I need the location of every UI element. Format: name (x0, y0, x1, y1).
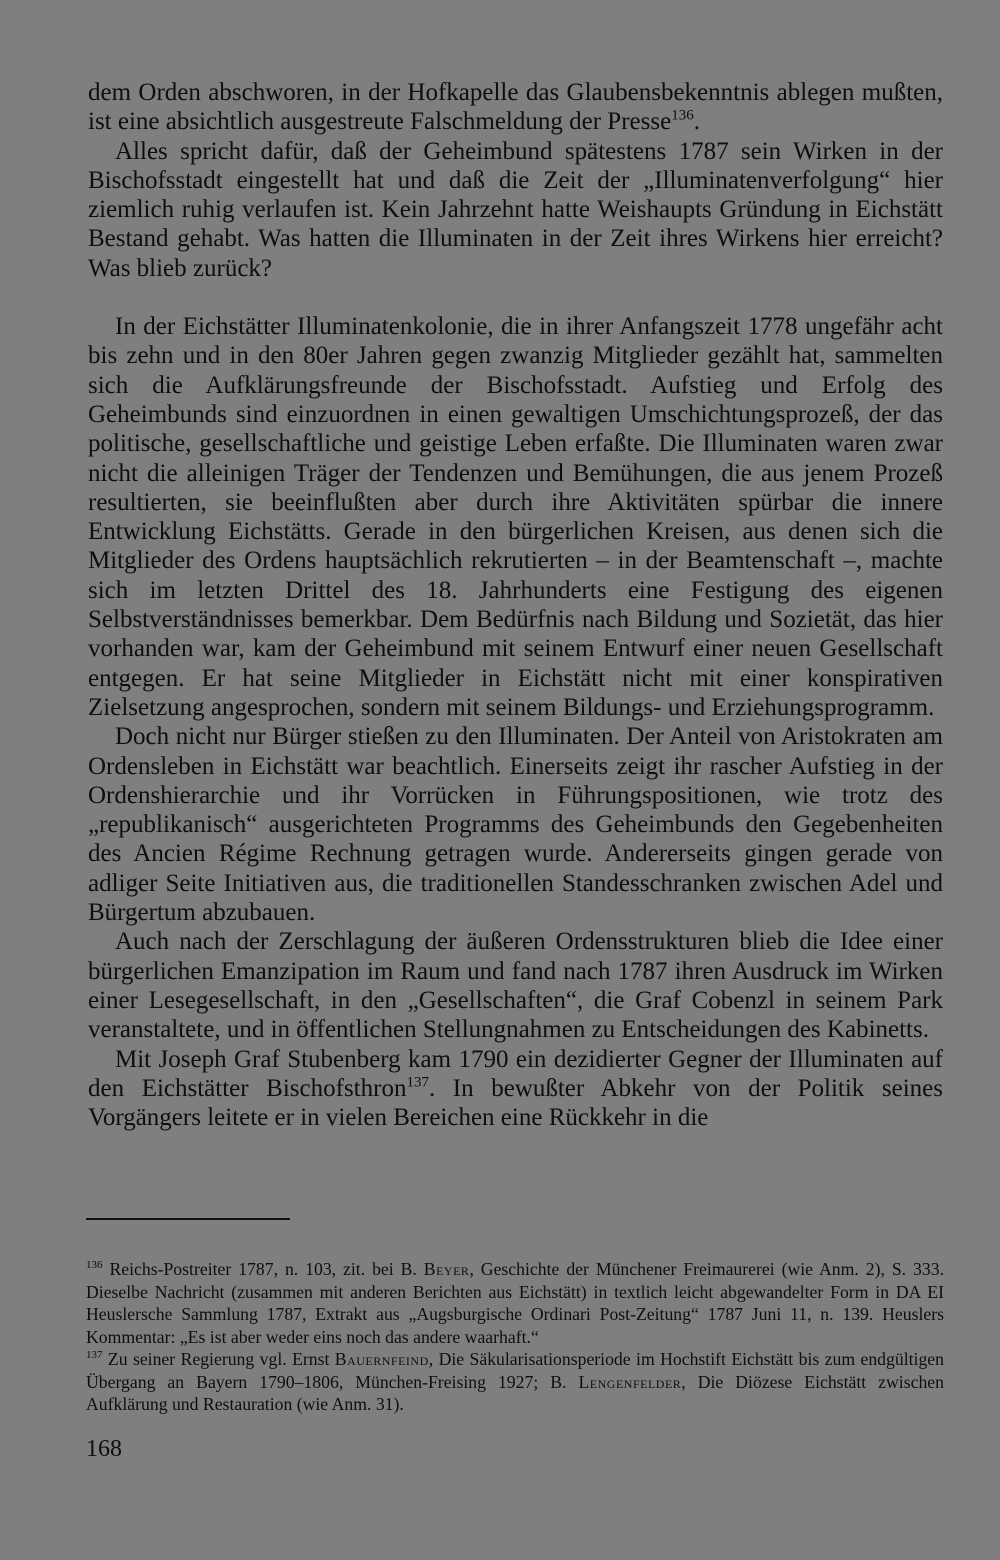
paragraph-3: In der Eichstätter Illuminatenkolonie, die in ihrer Anfangszeit 1778 ungefähr acht bis zehn und in den 80er Jahren gegen zwanzig Mitglieder gezählt hat, sammelten sich die Aufklärungsfreunde der Bischofsstadt. Aufstieg und Erfolg des Geheimbunds sind einzuordnen in einen gewaltigen Umschichtungsprozeß, der das politische, gesellschaftliche und geistige Leben erfaßte. Die Illuminaten waren zwar nicht die alleinigen Träger der Tendenzen und Bemühungen, die aus jenem Prozeß resultierten, sie beeinflußten aber durch ihre Aktivitäten spürbar die innere Entwicklung Eichstätts. Gerade in den bürgerlichen Kreisen, aus denen sich die Mitglieder des Ordens hauptsächlich rekrutierten – in der Beamtenschaft –, machte sich im letzten Drittel des 18. Jahrhunderts eine Festigung des eigenen Selbstverständnisses bemerkbar. Dem Bedürfnis nach Bildung und Sozietät, das hier vorhanden war, kam der Geheimbund mit seinem Entwurf einer neuen Gesellschaft entgegen. Er hat seine Mitglieder in Eichstätt nicht mit einer konspirativen Zielsetzung angesprochen, sondern mit seinem Bildungs- und Erziehungsprogramm. (88, 313, 943, 721)
author-name: Beyer (423, 1259, 470, 1279)
footnote-ref-137[interactable]: 137 (406, 1074, 429, 1091)
footnote-137 (86, 1348, 944, 1416)
paragraph-5: Auch nach der Zerschlagung der äußeren Ordensstrukturen blieb die Idee einer bürgerlichen Emanzipation im Raum und fand nach 1787 ihren Ausdruck im Wirken einer Lesegesellschaft, in den „Gesellschaften“, die Graf Cobenzl in seinem Park veranstaltete, und in öffentlichen Stellungnahmen zu Entscheidungen des Kabinetts. (88, 928, 943, 1044)
paragraph-1-end: . (693, 108, 700, 136)
footnote-137-citation-end: , Die Diözese Eichstätt zwischen Aufklärung und Restauration (wie Anm. 31). (86, 1371, 944, 1414)
author-name: Lengenfelder (578, 1371, 682, 1392)
paragraph-2: Alles spricht dafür, daß der Geheimbund spätestens 1787 sein Wirken in der Bischofsstadt eingestellt hat und daß die Zeit der „Illuminatenverfolgung“ hier ziemlich ruhig verlaufen ist. Kein Jahrzehnt hatte Weishaupts Gründung in Eichstätt Bestand gehabt. Was hatten die Illuminaten in der Zeit ihres Wirkens hier erreicht? Was blieb zurück? (88, 137, 943, 282)
paragraph-4: Doch nicht nur Bürger stießen zu den Illuminaten. Der Anteil von Aristokraten am Ordensleben in Eichstätt war beachtlich. Einerseits zeigt ihr rascher Aufstieg in der Ordenshierarchie und ihr Vorrücken in Führungspositionen, wie trotz des „republikanisch“ ausgerichteten Programms des Geheimbunds den Gegebenheiten des Ancien Régime Rechnung getragen wurde. Andererseits gingen gerade von adliger Seite Initiativen aus, die traditionellen Standesschranken zwischen Adel und Bürgertum abzubauen. (88, 723, 943, 927)
paragraph-1 (88, 78, 943, 137)
footnote-number-137: 137 (86, 1349, 103, 1362)
paragraph-1-text: dem Orden abschworen, in der Hofkapelle das Glaubensbekenntnis ablegen mußten, ist eine absichtlich ausgestreute Falschmeldung der Presse (88, 79, 943, 136)
paragraph-6-text: Mit Joseph Graf Stubenberg kam 1790 ein dezidierter Gegner der Illuminaten auf den Eichstätter Bischofsthron (88, 1045, 943, 1102)
footnote-136 (86, 1258, 944, 1348)
paragraph-6 (88, 1045, 943, 1133)
footnote-136-citation: , Geschichte der Münchener Freimaurerei (wie Anm. 2), S. 333. Dieselbe Nachricht (zusammen mit anderen Berichten aus Eichstätt) in textlich leicht abgewandelter Form in DA EI Heuslersche Sammlung 1787, Extrakt aus „Augsburgische Ordinari Post-Zeitung“ 1787 Juni 11, n. 139. Heuslers Kommentar: „Es ist aber weder eins noch das andere waarhaft.“ (86, 1259, 944, 1347)
author-name: Bauernfeind (334, 1349, 429, 1369)
footnote-ref-136[interactable]: 136 (671, 107, 694, 124)
footnote-137-citation: , Die Säkularisationsperiode im Hochstift Eichstätt bis zum endgültigen Übergang an Bayern 1790–1806, München-Freising 1927; B. (86, 1349, 944, 1392)
paragraph-6-continuation: . In bewußter Abkehr von der Politik seines Vorgängers leitete er in vielen Bereichen eine Rückkehr in die (88, 1074, 943, 1132)
footnote-number-136: 136 (86, 1259, 103, 1272)
footnotes (86, 1258, 944, 1416)
main-text (88, 78, 943, 1132)
footnote-137-text: Zu seiner Regierung vgl. Ernst (102, 1349, 335, 1369)
footnote-136-text: Reichs-Postreiter 1787, n. 103, zit. bei B. (102, 1259, 424, 1279)
page-number: 168 (86, 1436, 122, 1462)
footnote-divider (86, 1218, 290, 1220)
